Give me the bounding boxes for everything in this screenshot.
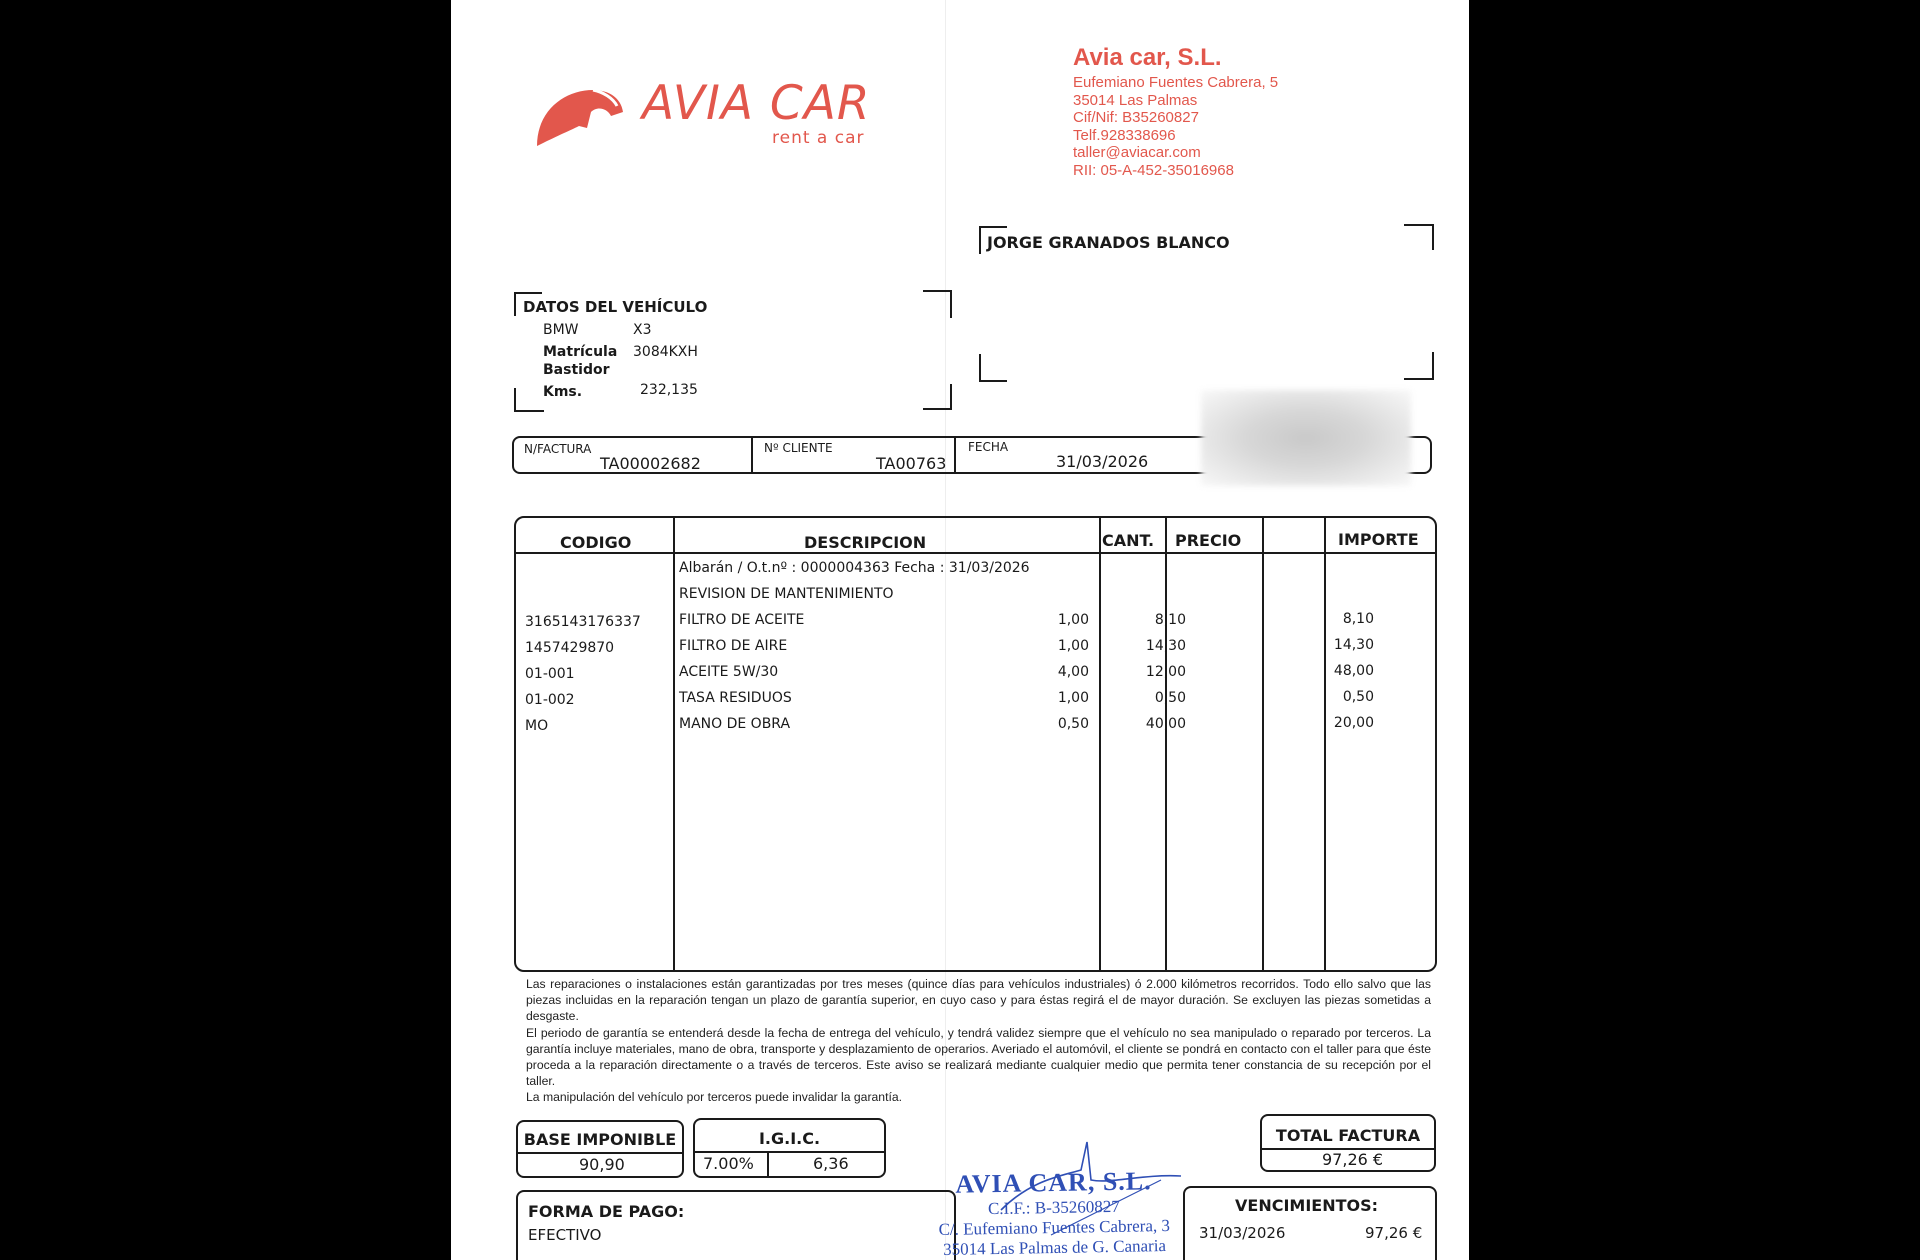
- vehicle-plate: 3084KXH: [633, 344, 698, 360]
- stamp-name: AVIA CAR, S.L.: [955, 1166, 1152, 1199]
- stamp-city: 35014 Las Palmas de G. Canaria: [943, 1236, 1167, 1259]
- vehicle-bracket-tr: [923, 290, 952, 318]
- stamp-cif: C.I.F.: B-35260827: [987, 1196, 1120, 1219]
- redacted-area: [1201, 390, 1411, 486]
- due-date: 31/03/2026: [1199, 1224, 1286, 1242]
- logo-title: AVIA CAR: [642, 76, 871, 131]
- table-column-divider: [1262, 518, 1264, 970]
- table-column-divider: [1165, 518, 1167, 970]
- row-code: 3165143176337: [525, 614, 641, 630]
- invoice-total: 97,26 €: [1322, 1150, 1384, 1169]
- row-amount: 48,00: [1333, 663, 1374, 679]
- table-column-divider: [673, 518, 675, 970]
- due-box: [1183, 1186, 1437, 1260]
- terms-paragraph: El periodo de garantía se entenderá desde la fecha de entrega del vehículo, y tendrá validez siempre que el vehículo no sea manipulado o reparado por terceros. La garantía incluye materiales, mano de obra, transporte y desplazamiento de operarios. Averiado el automóvil, el cliente se pondrá en contacto con el taller para que éste proceda a la reparación directamente o a través de terceros. Este aviso se realizará mediante cualquier medio que permita tener constancia de su recepción por el taller.: [526, 1025, 1431, 1089]
- box-divider: [695, 1151, 884, 1153]
- vehicle-make: BMW: [543, 322, 579, 338]
- info-divider: [751, 438, 753, 474]
- payment-label: FORMA DE PAGO:: [528, 1202, 685, 1221]
- company-name: Avia car, S.L.: [1073, 44, 1222, 71]
- logo-subtitle: rent a car: [772, 128, 865, 148]
- tax-base-value: 90,90: [579, 1155, 625, 1174]
- row-price: 0,50: [1154, 690, 1186, 706]
- row-quantity: 0,50: [1057, 716, 1089, 732]
- row-price: 12,00: [1145, 664, 1186, 680]
- invoice-page: [451, 0, 1469, 1260]
- header-code: CODIGO: [560, 533, 632, 552]
- box-divider: [518, 1152, 682, 1154]
- row-price: 14,30: [1145, 638, 1186, 654]
- box-divider: [767, 1151, 769, 1176]
- row-description: FILTRO DE ACEITE: [679, 612, 805, 628]
- tax-base-label: BASE IMPONIBLE: [523, 1130, 677, 1149]
- invoice-number-label: N/FACTURA: [524, 442, 592, 456]
- row-description: TASA RESIDUOS: [679, 690, 792, 706]
- warranty-terms: [526, 976, 1431, 1106]
- company-stamp: [928, 1166, 1180, 1260]
- company-city: 35014 Las Palmas: [1073, 91, 1198, 109]
- row-code: 01-002: [525, 692, 575, 708]
- payment-method: EFECTIVO: [528, 1226, 602, 1244]
- table-note: REVISION DE MANTENIMIENTO: [679, 586, 894, 602]
- tax-base-box: [516, 1120, 684, 1178]
- table-header-divider: [516, 552, 1435, 554]
- row-description: FILTRO DE AIRE: [679, 638, 788, 654]
- row-quantity: 1,00: [1057, 690, 1089, 706]
- stamp-address: C/. Eufemiano Fuentes Cabrera, 3: [938, 1215, 1171, 1240]
- company-email: taller@aviacar.com: [1073, 144, 1201, 162]
- row-amount: 8,10: [1342, 611, 1374, 627]
- invoice-number: TA00002682: [600, 454, 701, 473]
- items-table: [514, 516, 1437, 972]
- customer-bracket-bl: [979, 354, 1007, 382]
- header-amount: IMPORTE: [1338, 530, 1419, 549]
- tax-rate: 7.00%: [703, 1154, 754, 1173]
- vehicle-km-label: Kms.: [543, 384, 583, 400]
- customer-name: JORGE GRANADOS BLANCO: [987, 233, 1230, 252]
- tax-amount: 6,36: [813, 1154, 849, 1173]
- tax-box: [693, 1118, 886, 1178]
- company-phone: Telf.928338696: [1073, 126, 1176, 144]
- row-quantity: 1,00: [1057, 638, 1089, 654]
- row-code: MO: [525, 718, 549, 734]
- row-amount: 14,30: [1333, 637, 1374, 653]
- row-amount: 0,50: [1342, 689, 1374, 705]
- header-quantity: CANT.: [1102, 531, 1155, 550]
- row-amount: 20,00: [1333, 715, 1374, 731]
- vehicle-km: 232,135: [640, 382, 698, 398]
- company-cif: Cif/Nif: B35260827: [1073, 109, 1199, 127]
- vehicle-plate-label: Matrícula: [543, 344, 618, 360]
- row-code: 1457429870: [525, 640, 615, 656]
- client-number-label: Nº CLIENTE: [764, 441, 833, 455]
- row-price: 40,00: [1145, 716, 1186, 732]
- header-price: PRECIO: [1175, 531, 1242, 550]
- company-registry: RII: 05-A-452-35016968: [1073, 161, 1234, 179]
- company-address: Eufemiano Fuentes Cabrera, 5: [1073, 74, 1279, 91]
- invoice-date: 31/03/2026: [1056, 452, 1149, 471]
- due-label: VENCIMIENTOS:: [1235, 1196, 1379, 1215]
- customer-bracket-br: [1404, 352, 1434, 380]
- payment-box: [516, 1190, 956, 1260]
- info-divider: [954, 438, 956, 474]
- vehicle-chassis-label: Bastidor: [543, 362, 610, 378]
- terms-paragraph: La manipulación del vehículo por terceros puede invalidar la garantía.: [526, 1090, 903, 1105]
- tax-label: I.G.I.C.: [758, 1129, 821, 1148]
- row-price: 8,10: [1154, 612, 1186, 628]
- header-description: DESCRIPCION: [804, 533, 927, 552]
- table-note: Albarán / O.t.nº : 0000004363 Fecha : 31/03/2026: [679, 560, 1030, 576]
- client-number: TA00763: [876, 454, 947, 473]
- table-column-divider: [1099, 518, 1101, 970]
- customer-bracket-tr: [1404, 224, 1434, 250]
- row-description: MANO DE OBRA: [679, 716, 791, 732]
- company-info: [1073, 44, 1278, 180]
- date-label: FECHA: [968, 440, 1009, 454]
- vehicle-bracket-br: [923, 384, 952, 410]
- row-code: 01-001: [525, 666, 575, 682]
- row-description: ACEITE 5W/30: [679, 664, 779, 680]
- logo-mark-icon: [535, 86, 625, 148]
- due-amount: 97,26 €: [1365, 1224, 1423, 1242]
- vehicle-model: X3: [633, 322, 652, 338]
- terms-paragraph: Las reparaciones o instalaciones están garantizadas por tres meses (quince días para vehículos industriales) ó 2.000 kilómetros recorridos. Todo ello salvo que las piezas incluidas en la reparación tengan un plazo de garantía superior, en cuyo caso y para éstas regirá el de mayor duración. Se excluyen las piezas sometidas a desgaste.: [526, 977, 1431, 1024]
- invoice-total-label: TOTAL FACTURA: [1275, 1126, 1421, 1145]
- invoice-total-box: [1260, 1114, 1436, 1172]
- vehicle-title: DATOS DEL VEHÍCULO: [523, 298, 708, 316]
- vehicle-bracket-bl: [514, 388, 544, 412]
- row-quantity: 4,00: [1057, 664, 1089, 680]
- row-quantity: 1,00: [1057, 612, 1089, 628]
- table-column-divider: [1324, 518, 1326, 970]
